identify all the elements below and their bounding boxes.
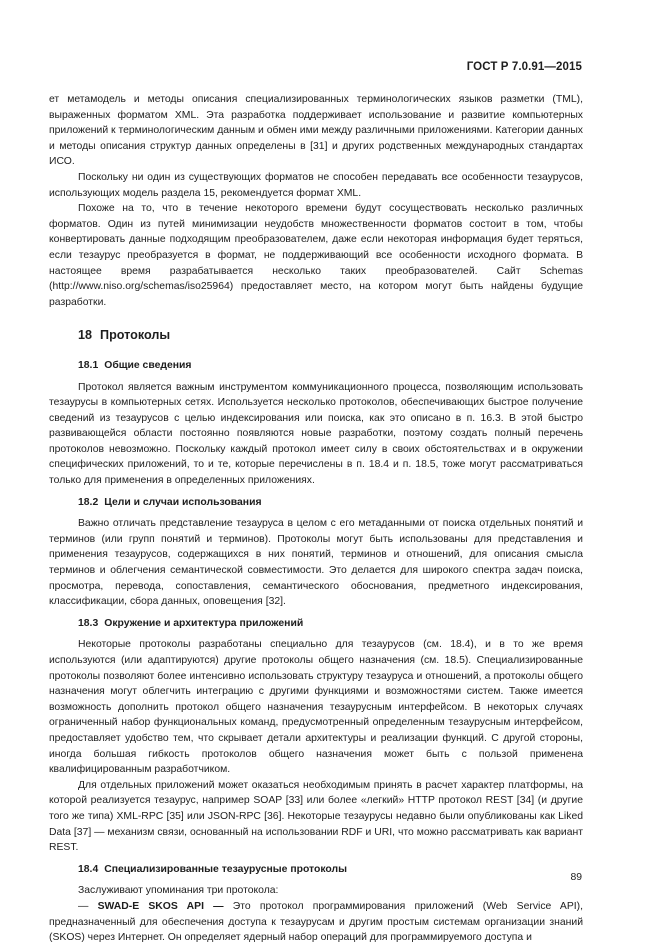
subsection-number: 18.2 xyxy=(78,496,99,508)
paragraph: Важно отличать представление тезауруса в целом с его метаданными от поиска отдельных понятий и терминов (или групп понятий и терминов). Протоколы могут быть использованы для представления и применения тезаурусов, содержащихся в них понятий, терминов и отношений, для описания смысла терминов и облегчения семантической совместимости. Это делается для широкого спектра задач поиска, просмотра, перевода, сопоставления, семантического обоснования, предметного индексирования, классификации, сбора данных, оповещения [32]. xyxy=(49,518,583,608)
subsection-number: 18.3 xyxy=(78,617,99,629)
subsection-title: Общие сведения xyxy=(104,359,192,371)
subsection-title: Окружение и архитектура приложений xyxy=(104,617,304,629)
subsection-heading xyxy=(78,616,583,632)
paragraph: Для отдельных приложений может оказаться необходимым принять в расчет характер платформы, на которой реализуется тезаурус, например SOAP [33] или более «легкий» HTTP протокол REST [34] (и другие того же типа) XML-RPC [35] или JSON-RPC [36]. Некоторые тезаурусы недавно были опубликованы как Liked Data [37] — механизм связи, основанный на использовании RDF и URI, что можно рассматривать как вариант REST. xyxy=(49,779,583,854)
document-header: ГОСТ Р 7.0.91—2015 xyxy=(466,61,582,73)
list-dash: — xyxy=(78,900,89,912)
paragraph: Некоторые протоколы разработаны специально для тезаурусов (см. 18.4), и в то же время используются (или адаптируются) другие протоколы общего назначения (см. 18.5). Специализированные протоколы позволяют более интенсивно использовать структуру тезауруса и отношений, а протоколы общего назначения могут облегчить интеграцию с другими функциями и возможностями систем. Также имеется возможность дополнить протокол общего назначения тезаурусным интерфейсом. В некоторых случаях ограниченный набор функциональных команд, предусмотренный определенным тезаурусным интерфейсом, предоставляет удобство тем, что скрывает детали архитектуры и реализации функций. С другой стороны, иногда большая гибкость протоколов общего назначения может быть с пользой применена квалифицированным разработчиком. xyxy=(49,639,583,776)
subsection-title: Цели и случаи использования xyxy=(104,496,262,508)
intro-paragraph: Поскольку ни один из существующих форматов не способен передавать все особенности тезаурусов, использующих модель раздела 15, рекомендуется формат XML. xyxy=(49,171,583,199)
page-number: 89 xyxy=(570,872,582,883)
subsection-title: Специализированные тезаурусные протоколы xyxy=(104,863,347,875)
subsection-heading xyxy=(78,358,583,374)
subsection-heading xyxy=(78,495,583,511)
intro-paragraph: ет метамодель и методы описания специализированных терминологических языков разметки (TML), выраженных форматом XML. Эта разработка поддерживает использование и развитие компьютерных приложений к терминологическим данным и обмен ими между различными приложениями. Категории данных и методы описания структур данных определены в [31] и других родственных международных стандартах ИСО. xyxy=(49,94,584,168)
subsection-heading xyxy=(78,862,583,878)
intro-paragraph: Похоже на то, что в течение некоторого времени будут сосуществовать несколько различных форматов. Один из путей минимизации неудобств множественности форматов состоит в том, чтобы конвертировать данные подходящим преобразователем, даже если некоторая информация будет теряться, если тезаурус преобразуется в формат, не поддерживающий все особенности исходного формата. В настоящее время разрабатывается несколько таких преобразователей. Сайт Schemas (http://www.niso.org/schemas/iso25964) предоставляет место, на котором могут быть найдены будущие разработки. xyxy=(49,203,583,308)
paragraph: Протокол является важным инструментом коммуникационного процесса, позволяющим использовать тезаурусы в компьютерных сетях. Используется несколько протоколов, обеспечивающих быстрое получение сведений из тезаурусов с целью индексирования или поиска, как это описано в п. 16.3. В этой быстро развивающейся области постоянно появляются новые разработки, поэтому создать полный перечень протоколов невозможно. Поскольку каждый протокол имеет силу в своих обстоятельствах и в окружении специфических приложений, то и те, которые перечислены в п. 18.4 и п. 18.5, тоже могут рассматриваться только для применения в определенных приложениях. xyxy=(49,381,583,487)
subsection-number: 18.4 xyxy=(78,863,99,875)
subsection-number: 18.1 xyxy=(78,359,99,371)
section-heading xyxy=(78,328,583,344)
list-item xyxy=(49,899,583,946)
list-item-text: Это протокол программирования приложений (Web Service API), предназначенный для обеспечения доступа к тезаурусам и другим простым системам организации знаний (SKOS) через Интернет. Он определяет ядерный набор операций для программируемого доступа и xyxy=(49,900,584,944)
paragraph: Заслуживают упоминания три протокола: xyxy=(78,885,279,897)
section-number: 18 xyxy=(78,328,93,343)
document-body xyxy=(49,92,583,946)
section-title: Протоколы xyxy=(100,328,171,343)
protocol-name: SWAD-E SKOS API — xyxy=(97,900,224,912)
